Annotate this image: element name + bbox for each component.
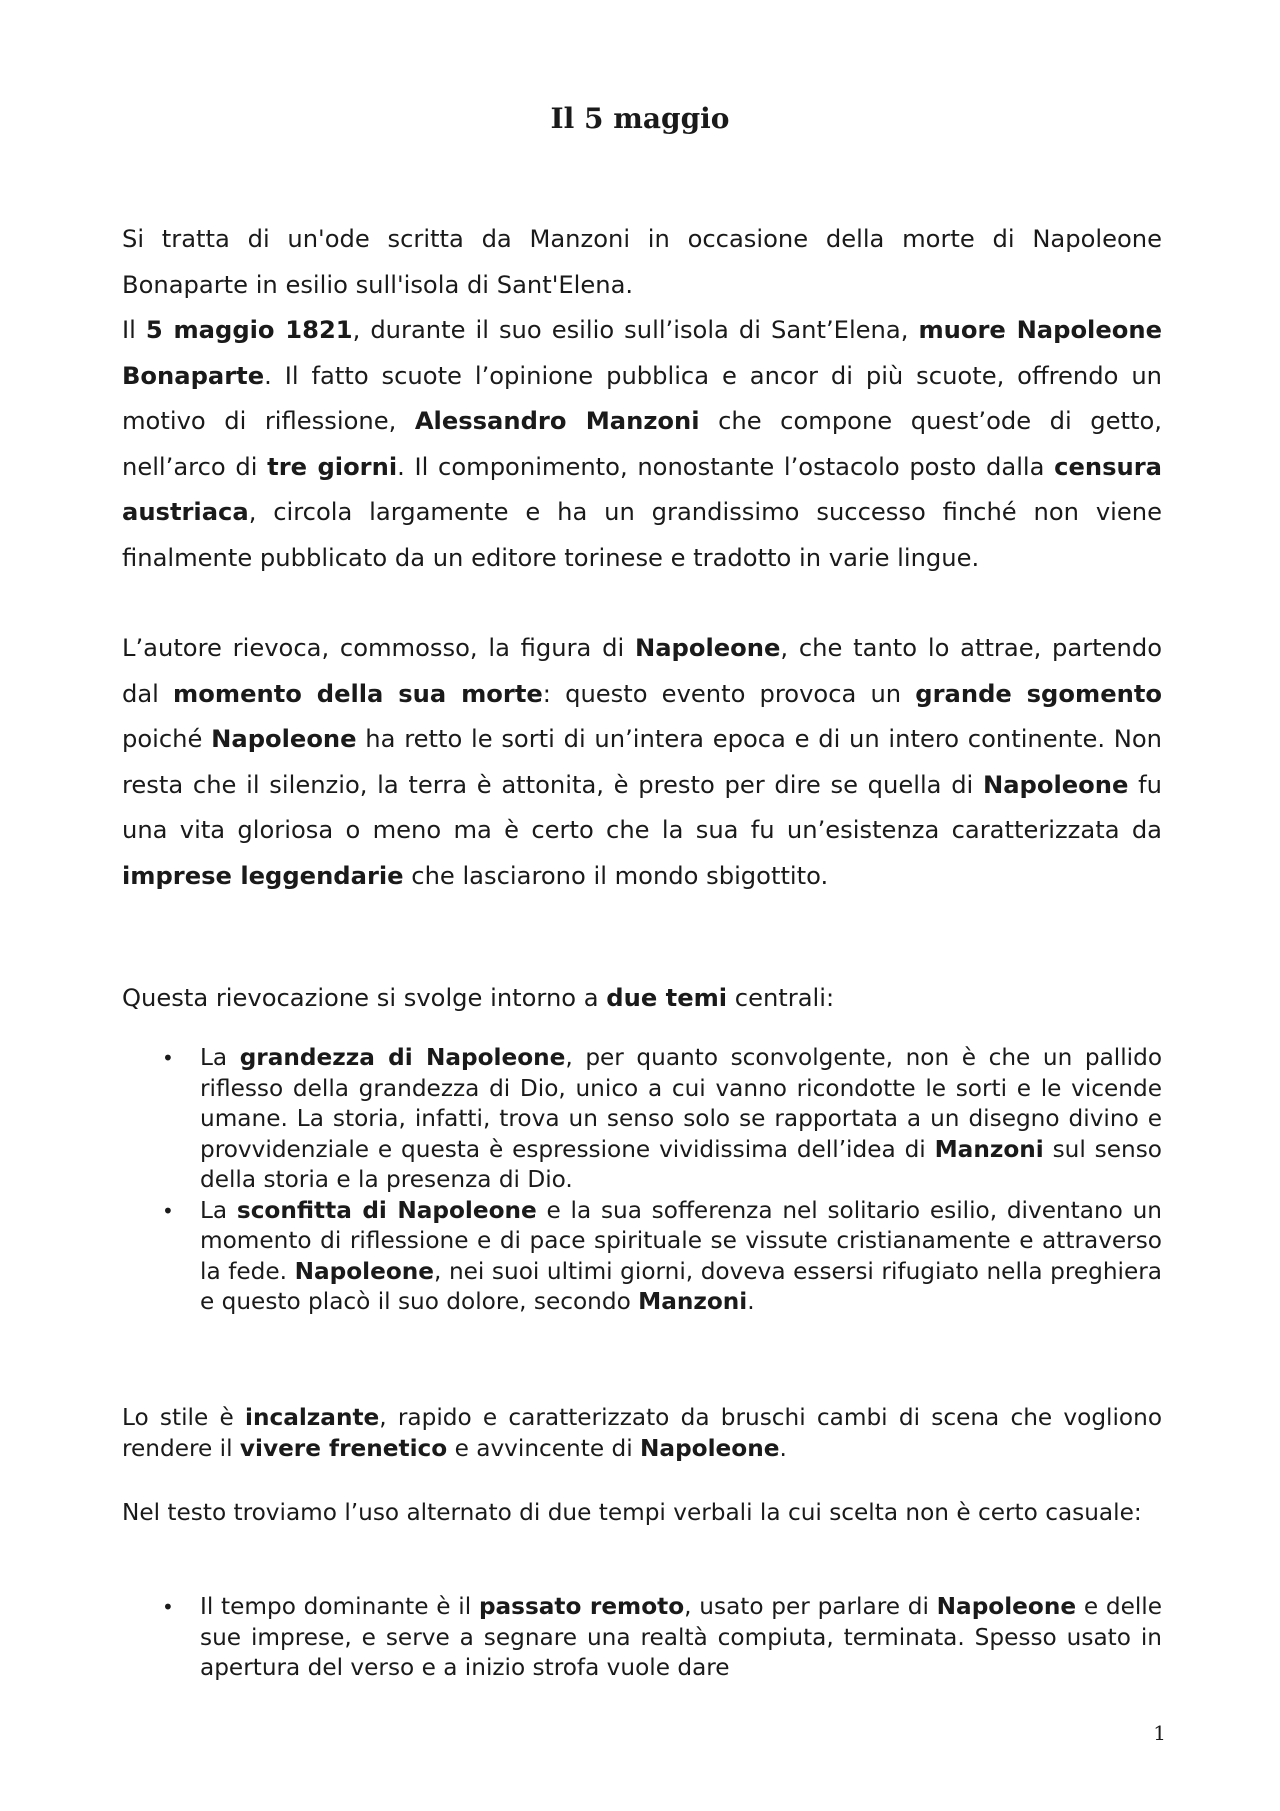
bold-emphasis: Manzoni bbox=[638, 1288, 748, 1315]
list-item bbox=[122, 1043, 1162, 1196]
list-item-text: La grandezza di Napoleone, per quanto sconvolgente, non è che un pallido riflesso della grandezza di Dio, unico a cui vanno ricondotte le sorti e le vicende umane. La storia, infatti, trova un senso solo se rapportata a un disegno divino e provvidenziale e questa è espressione vividissima dell’idea di Manzoni sul senso della storia e la presenza di Dio. bbox=[200, 1044, 1163, 1193]
summary-paragraph: L’autore rievoca, commosso, la figura di Napoleone, che tanto lo attrae, partendo dal momento della sua morte: questo evento provoca un grande sgomento poiché Napoleone ha retto le sorti di un’intera epoca e di un intero continente. Non resta che il silenzio, la terra è attonita, è presto per dire se quella di Napoleone fu una vita gloriosa o meno ma è certo che la sua fu un’esistenza caratterizzata da imprese leggendarie che lasciarono il mondo sbigottito. bbox=[122, 634, 1162, 890]
bold-emphasis: incalzante bbox=[245, 1404, 380, 1431]
list-item bbox=[122, 1592, 1162, 1684]
document-title: Il 5 maggio bbox=[550, 102, 730, 135]
bold-emphasis: muore Napoleone Bonaparte bbox=[122, 316, 1162, 390]
bold-emphasis: Napoleone bbox=[211, 725, 357, 753]
tenses-intro-paragraph: Nel testo troviamo l’uso alternato di due tempi verbali la cui scelta non è certo casuale: bbox=[122, 1499, 1142, 1526]
bold-emphasis: tre giorni bbox=[267, 452, 398, 481]
bullet-icon: • bbox=[162, 1198, 174, 1223]
bold-emphasis: sconfitta di Napoleone bbox=[236, 1196, 537, 1224]
bold-emphasis: grande sgomento bbox=[915, 679, 1162, 708]
bold-emphasis: grandezza di Napoleone bbox=[239, 1044, 566, 1071]
history-paragraph: Il 5 maggio 1821, durante il suo esilio sull’isola di Sant’Elena, muore Napoleone Bonaparte. Il fatto scuote l’opinione pubblica e ancor di più scuote, offrendo un motivo di riflessione, Alessandro Manzoni che compone quest’ode di getto, nell’arco di tre giorni. Il componimento, nonostante l’ostacolo posto dalla censura austriaca, circola largamente e ha un grandissimo successo finché non viene finalmente pubblicato da un editore torinese e tradotto in varie lingue. bbox=[122, 316, 1162, 572]
tenses-list bbox=[122, 1592, 1162, 1684]
bold-emphasis: imprese leggendarie bbox=[122, 861, 404, 890]
themes-list bbox=[122, 1043, 1162, 1318]
bold-emphasis: vivere frenetico bbox=[239, 1434, 448, 1462]
bold-emphasis: Alessandro Manzoni bbox=[414, 407, 700, 435]
bullet-icon: • bbox=[162, 1595, 174, 1619]
bold-emphasis: Napoleone bbox=[294, 1257, 434, 1285]
themes-intro-paragraph: Questa rievocazione si svolge intorno a due temi centrali: bbox=[122, 984, 835, 1012]
bold-emphasis: Manzoni bbox=[934, 1135, 1044, 1163]
page-number: 1 bbox=[1153, 1721, 1166, 1745]
bold-emphasis: Napoleone bbox=[640, 1434, 780, 1462]
bold-emphasis: censura austriaca bbox=[122, 452, 1162, 526]
bold-emphasis: 5 maggio 1821 bbox=[145, 316, 353, 344]
bold-emphasis: due temi bbox=[606, 984, 728, 1012]
bold-emphasis: Napoleone bbox=[634, 634, 781, 662]
bold-emphasis: Napoleone bbox=[936, 1593, 1077, 1620]
bold-emphasis: momento della sua morte bbox=[173, 679, 543, 708]
intro-paragraph: Si tratta di un'ode scritta da Manzoni in occasione della morte di Napoleone Bonaparte in esilio sull'isola di Sant'Elena. bbox=[122, 225, 1162, 299]
bold-emphasis: passato remoto bbox=[478, 1593, 685, 1620]
style-paragraph: Lo stile è incalzante, rapido e caratterizzato da bruschi cambi di scena che vogliono rendere il vivere frenetico e avvincente di Napoleone. bbox=[122, 1404, 1163, 1462]
list-item-text: La sconfitta di Napoleone e la sua sofferenza nel solitario esilio, diventano un momento di riflessione e di pace spirituale se vissute cristianamente e attraverso la fede. Napoleone, nei suoi ultimi giorni, doveva essersi rifugiato nella preghiera e questo placò il suo dolore, secondo Manzoni. bbox=[200, 1196, 1163, 1315]
bold-emphasis: Napoleone bbox=[982, 770, 1129, 799]
bullet-icon: • bbox=[162, 1046, 174, 1070]
list-item bbox=[122, 1196, 1162, 1318]
list-item-text: Il tempo dominante è il passato remoto, usato per parlare di Napoleone e delle sue imprese, e serve a segnare una realtà compiuta, terminata. Spesso usato in apertura del verso e a inizio strofa vuole dare bbox=[200, 1593, 1162, 1681]
